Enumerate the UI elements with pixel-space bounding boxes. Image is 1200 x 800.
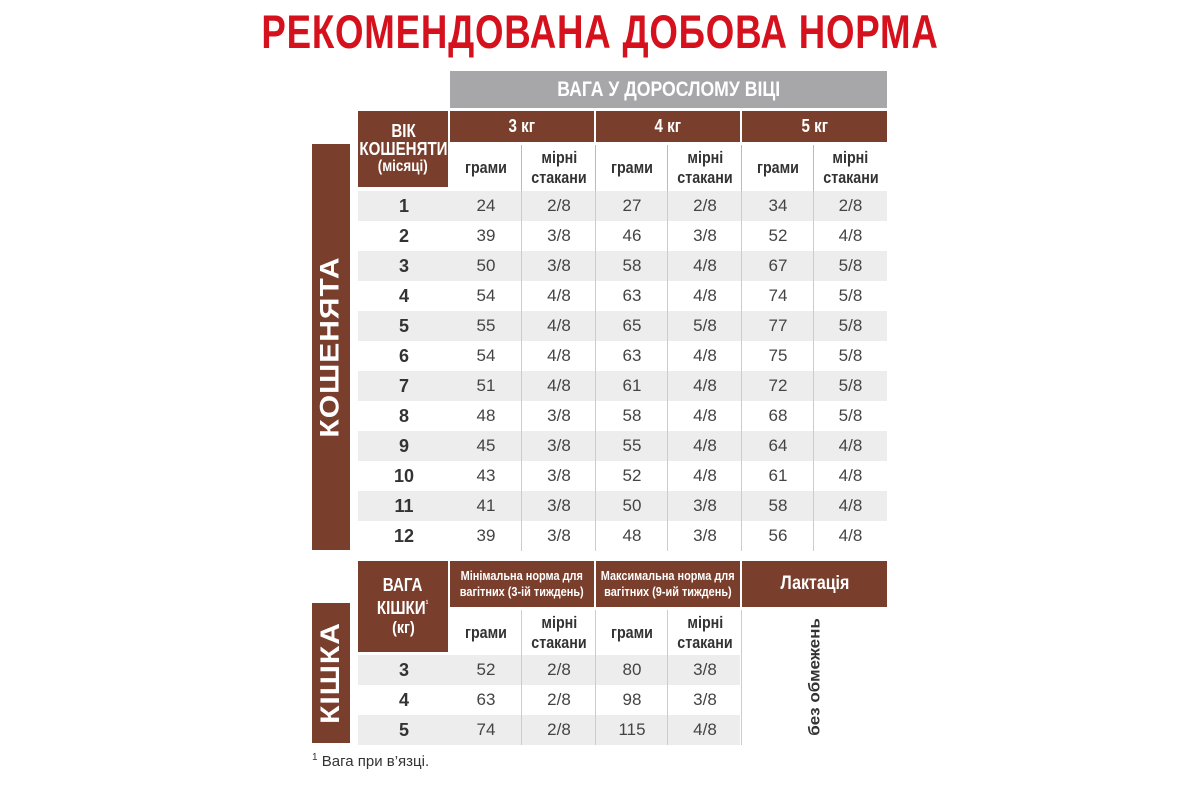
cups-subheader: мірні стакани bbox=[677, 613, 733, 652]
cups-subheader: мірні стакани bbox=[531, 613, 587, 652]
column-divider bbox=[595, 610, 596, 745]
cups-cell: 3/8 bbox=[547, 406, 571, 425]
cat-weight-cell: 5 bbox=[398, 719, 409, 740]
column-divider bbox=[741, 191, 742, 551]
column-divider bbox=[667, 610, 668, 745]
grams-cell: 27 bbox=[622, 196, 642, 215]
cups-cell: 3/8 bbox=[547, 226, 571, 245]
column-divider bbox=[667, 191, 668, 551]
cups-cell: 4/8 bbox=[838, 496, 863, 515]
cat-side-label: КІШКА bbox=[312, 603, 350, 743]
cups-cell: 3/8 bbox=[693, 526, 717, 545]
weight-column-header: 4 кг bbox=[596, 111, 740, 142]
cups-cell: 4/8 bbox=[693, 466, 717, 485]
cups-cell: 4/8 bbox=[693, 256, 717, 275]
cups-cell: 2/8 bbox=[547, 690, 571, 709]
weight-column-header: 5 кг bbox=[742, 111, 887, 142]
grams-cell: 64 bbox=[768, 436, 788, 455]
cups-cell: 5/8 bbox=[838, 406, 863, 425]
column-divider bbox=[741, 610, 742, 745]
adult-weight-header: ВАГА У ДОРОСЛОМУ ВІЦІ bbox=[450, 71, 887, 108]
grams-subheader: грами bbox=[465, 623, 507, 642]
grams-cell: 51 bbox=[476, 376, 496, 395]
grams-cell: 75 bbox=[768, 346, 788, 365]
kitten-age-cell: 10 bbox=[393, 465, 415, 486]
grams-cell: 72 bbox=[768, 376, 788, 395]
grams-cell: 77 bbox=[768, 316, 788, 335]
grams-subheader: грами bbox=[611, 623, 653, 642]
footnote-mark: 1 bbox=[312, 752, 318, 763]
kitten-age-cell: 2 bbox=[398, 225, 409, 246]
grams-cell: 50 bbox=[476, 256, 496, 275]
cups-cell: 4/8 bbox=[547, 316, 571, 335]
grams-cell: 46 bbox=[622, 226, 642, 245]
grams-cell: 74 bbox=[768, 286, 788, 305]
grams-cell: 39 bbox=[476, 226, 496, 245]
cups-subheader: мірні стакани bbox=[822, 148, 879, 187]
column-divider bbox=[813, 191, 814, 551]
grams-cell: 63 bbox=[622, 346, 642, 365]
grams-cell: 61 bbox=[768, 466, 788, 485]
kitten-age-cell: 1 bbox=[398, 195, 409, 216]
cups-cell: 5/8 bbox=[838, 286, 863, 305]
cups-cell: 4/8 bbox=[693, 346, 717, 365]
kitten-age-cell: 7 bbox=[398, 375, 409, 396]
grams-cell: 55 bbox=[622, 436, 642, 455]
kitten-age-header: ВІК КОШЕНЯТИ (місяці) bbox=[358, 111, 448, 187]
grams-cell: 48 bbox=[476, 406, 496, 425]
cat-weight-cell: 3 bbox=[398, 659, 409, 680]
grams-cell: 50 bbox=[622, 496, 642, 515]
cups-cell: 4/8 bbox=[547, 346, 571, 365]
footnote-text: Вага при в’язці. bbox=[321, 753, 430, 770]
cups-cell: 3/8 bbox=[547, 526, 571, 545]
cups-cell: 3/8 bbox=[693, 660, 717, 679]
grams-subheader: грами bbox=[611, 158, 653, 177]
cups-cell: 4/8 bbox=[693, 406, 717, 425]
cups-cell: 4/8 bbox=[693, 436, 717, 455]
column-divider bbox=[521, 610, 522, 745]
kitten-age-cell: 5 bbox=[398, 315, 409, 336]
cups-cell: 5/8 bbox=[838, 346, 863, 365]
cups-cell: 3/8 bbox=[547, 466, 571, 485]
cups-cell: 4/8 bbox=[693, 286, 717, 305]
grams-cell: 65 bbox=[622, 316, 642, 335]
grams-cell: 54 bbox=[476, 346, 496, 365]
cups-cell: 4/8 bbox=[838, 466, 863, 485]
cups-cell: 4/8 bbox=[838, 226, 863, 245]
cups-cell: 3/8 bbox=[547, 256, 571, 275]
lactation-header: Лактація bbox=[742, 561, 887, 607]
column-divider bbox=[595, 191, 596, 551]
grams-subheader: грами bbox=[757, 158, 799, 177]
grams-cell: 74 bbox=[476, 720, 496, 739]
grams-cell: 43 bbox=[476, 466, 496, 485]
cups-cell: 3/8 bbox=[693, 690, 717, 709]
cups-cell: 4/8 bbox=[547, 376, 571, 395]
grams-cell: 58 bbox=[622, 406, 642, 425]
grams-cell: 52 bbox=[768, 226, 788, 245]
kitten-age-cell: 12 bbox=[393, 525, 415, 546]
grams-subheader: грами bbox=[465, 158, 507, 177]
cups-cell: 5/8 bbox=[693, 316, 717, 335]
cups-cell: 4/8 bbox=[838, 526, 863, 545]
grams-cell: 45 bbox=[476, 436, 496, 455]
cups-cell: 3/8 bbox=[547, 496, 571, 515]
grams-cell: 58 bbox=[768, 496, 788, 515]
kitten-age-cell: 8 bbox=[398, 405, 409, 426]
cups-cell: 4/8 bbox=[693, 720, 717, 739]
grams-cell: 63 bbox=[622, 286, 642, 305]
grams-cell: 41 bbox=[476, 496, 496, 515]
cups-cell: 4/8 bbox=[693, 376, 717, 395]
cups-cell: 4/8 bbox=[838, 436, 863, 455]
cups-subheader: мірні стакани bbox=[531, 148, 587, 187]
cups-cell: 3/8 bbox=[693, 226, 717, 245]
weight-column-header: 3 кг bbox=[450, 111, 594, 142]
grams-cell: 48 bbox=[622, 526, 642, 545]
grams-cell: 52 bbox=[476, 660, 496, 679]
grams-cell: 24 bbox=[476, 196, 496, 215]
min-norm-header: Мінімальна норма для вагітних (3-ій тиждень) bbox=[450, 561, 594, 607]
kitten-age-cell: 11 bbox=[394, 495, 414, 516]
cups-cell: 4/8 bbox=[547, 286, 571, 305]
grams-cell: 55 bbox=[476, 316, 496, 335]
cups-cell: 2/8 bbox=[547, 720, 571, 739]
cups-cell: 2/8 bbox=[838, 196, 863, 215]
grams-cell: 68 bbox=[768, 406, 788, 425]
cups-subheader: мірні стакани bbox=[677, 148, 733, 187]
grams-cell: 56 bbox=[768, 526, 788, 545]
cups-cell: 3/8 bbox=[693, 496, 717, 515]
cups-cell: 3/8 bbox=[547, 436, 571, 455]
kitten-age-cell: 3 bbox=[398, 255, 409, 276]
grams-cell: 98 bbox=[622, 690, 642, 709]
grams-cell: 67 bbox=[768, 256, 788, 275]
lactation-value: без обмежень bbox=[805, 617, 823, 736]
cups-cell: 2/8 bbox=[693, 196, 717, 215]
footnote bbox=[312, 752, 429, 770]
cups-cell: 5/8 bbox=[838, 376, 863, 395]
page-title: РЕКОМЕНДОВАНА ДОБОВА НОРМА bbox=[261, 5, 939, 58]
grams-cell: 61 bbox=[622, 376, 642, 395]
grams-cell: 39 bbox=[476, 526, 496, 545]
grams-cell: 54 bbox=[476, 286, 496, 305]
cups-cell: 2/8 bbox=[547, 196, 571, 215]
grams-cell: 80 bbox=[622, 660, 642, 679]
grams-cell: 115 bbox=[618, 720, 646, 739]
grams-cell: 63 bbox=[476, 690, 496, 709]
cups-cell: 5/8 bbox=[838, 256, 863, 275]
kitten-age-cell: 9 bbox=[398, 435, 409, 456]
grams-cell: 52 bbox=[622, 466, 642, 485]
cups-cell: 2/8 bbox=[547, 660, 571, 679]
grams-cell: 58 bbox=[622, 256, 642, 275]
cups-cell: 5/8 bbox=[838, 316, 863, 335]
kitten-age-cell: 6 bbox=[398, 345, 409, 366]
column-divider bbox=[521, 191, 522, 551]
kittens-side-label: КОШЕНЯТА bbox=[312, 144, 350, 550]
grams-cell: 34 bbox=[768, 196, 788, 215]
cat-weight-cell: 4 bbox=[398, 689, 409, 710]
cat-weight-header: ВАГА $КІШКИ^{^1}$ (кг) bbox=[358, 561, 448, 652]
kitten-age-cell: 4 bbox=[398, 285, 409, 306]
max-norm-header: Максимальна норма для вагітних (9-ий тиждень) bbox=[596, 561, 740, 607]
